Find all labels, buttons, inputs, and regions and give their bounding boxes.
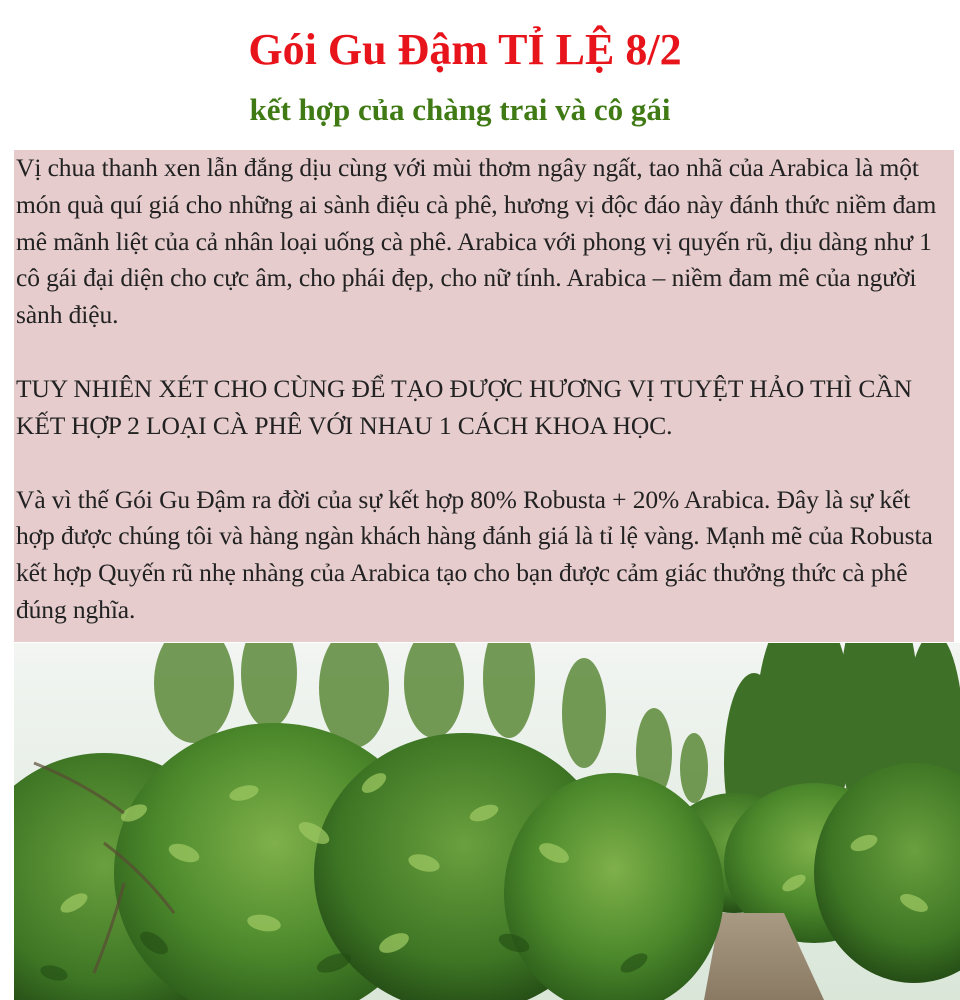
description-box	[14, 150, 954, 642]
coffee-plantation-illustration	[14, 643, 960, 1000]
blend-note-paragraph: TUY NHIÊN XÉT CHO CÙNG ĐỂ TẠO ĐƯỢC HƯƠNG VỊ TUYỆT HẢO THÌ CẦN KẾT HỢP 2 LOẠI CÀ PHÊ VỚI NHAU 1 CÁCH KHOA HỌC.	[16, 373, 912, 440]
page-title: Gói Gu Đậm TỈ LỆ 8/2	[248, 25, 682, 74]
arabica-paragraph: Vị chua thanh xen lẫn đắng dịu cùng với mùi thơm ngây ngất, tao nhã của Arabica là một món quà quí giá cho những ai sành điệu cà phê, hương vị độc đáo này đánh thức niềm đam mê mãnh liệt của cả nhân loại uống cà phê. Arabica với phong vị quyến rũ, dịu dàng như 1 cô gái đại diện cho cực âm, cho phái đẹp, cho nữ tính. Arabica – niềm đam mê của người sành điệu.	[16, 153, 937, 330]
coffee-plantation-photo	[14, 643, 960, 1000]
gu-dam-paragraph: Và vì thế Gói Gu Đậm ra đời của sự kết hợp 80% Robusta + 20% Arabica. Đây là sự kết hợp được chúng tôi và hàng ngàn khách hàng đánh giá là tỉ lệ vàng. Mạnh mẽ của Robusta kết hợp Quyến rũ nhẹ nhàng của Arabica tạo cho bạn được cảm giác thưởng thức cà phê đúng nghĩa.	[16, 484, 933, 624]
page-subtitle: kết hợp của chàng trai và cô gái	[249, 92, 671, 127]
